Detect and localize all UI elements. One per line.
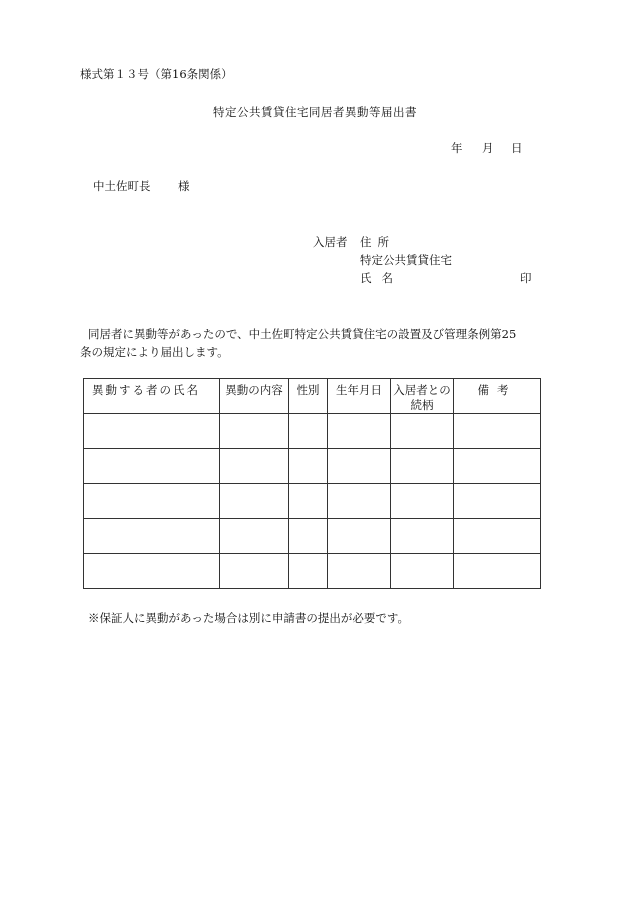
header-remarks: 備考: [454, 379, 541, 414]
addressee-honorific: 様: [178, 179, 190, 193]
table-header-row: [84, 379, 541, 414]
change-table: [83, 378, 541, 589]
table-cell[interactable]: [220, 554, 289, 589]
table-cell[interactable]: [328, 519, 391, 554]
table-cell[interactable]: [328, 554, 391, 589]
addressee-name: 中土佐町長: [93, 179, 151, 193]
table-cell[interactable]: [454, 554, 541, 589]
table-cell[interactable]: [391, 449, 454, 484]
header-relationship: 入居者との続柄: [391, 379, 454, 414]
header-sex: 性別: [289, 379, 328, 414]
table-cell[interactable]: [391, 414, 454, 449]
table-cell[interactable]: [84, 484, 220, 519]
name-label: 氏名: [360, 271, 403, 285]
table-cell[interactable]: [289, 449, 328, 484]
table-cell[interactable]: [454, 449, 541, 484]
table-cell[interactable]: [391, 519, 454, 554]
table-row: [84, 449, 541, 484]
table-cell[interactable]: [454, 484, 541, 519]
header-change-content: 異動の内容: [220, 379, 289, 414]
date-year-label: 年: [451, 141, 463, 155]
table-cell[interactable]: [391, 554, 454, 589]
address-value: 特定公共賃貸住宅: [360, 253, 452, 267]
table-cell[interactable]: [84, 414, 220, 449]
table-row: [84, 519, 541, 554]
body-text-line-1: 同居者に異動等があったので、中土佐町特定公共賃貸住宅の設置及び管理条例第25: [88, 327, 517, 341]
table-cell[interactable]: [289, 554, 328, 589]
header-name: 異動する者の氏名: [84, 379, 220, 414]
table-row: [84, 554, 541, 589]
body-text-line-2: 条の規定により届出します。: [80, 345, 229, 359]
form-number: 様式第１３号（第16条関係）: [80, 67, 233, 81]
table-cell[interactable]: [220, 449, 289, 484]
address-label: 住所: [360, 235, 395, 249]
table-cell[interactable]: [454, 414, 541, 449]
table-cell[interactable]: [328, 414, 391, 449]
table-cell[interactable]: [84, 449, 220, 484]
table-cell[interactable]: [220, 414, 289, 449]
table-cell[interactable]: [84, 554, 220, 589]
table-cell[interactable]: [220, 519, 289, 554]
table-cell[interactable]: [328, 484, 391, 519]
table-cell[interactable]: [220, 484, 289, 519]
date-day-label: 日: [511, 141, 523, 155]
table-row: [84, 414, 541, 449]
table-cell[interactable]: [391, 484, 454, 519]
table-cell[interactable]: [289, 414, 328, 449]
date-month-label: 月: [482, 141, 494, 155]
resident-label: 入居者: [313, 235, 348, 249]
table-cell[interactable]: [454, 519, 541, 554]
guarantor-note: ※保証人に異動があった場合は別に申請書の提出が必要です。: [88, 611, 409, 625]
header-birthdate: 生年月日: [328, 379, 391, 414]
document-title: 特定公共賃貸住宅同居者異動等届出書: [213, 105, 417, 119]
table-cell[interactable]: [84, 519, 220, 554]
table-cell[interactable]: [289, 519, 328, 554]
seal-label: 印: [520, 271, 532, 285]
table-cell[interactable]: [289, 484, 328, 519]
table-cell[interactable]: [328, 449, 391, 484]
table-row: [84, 484, 541, 519]
